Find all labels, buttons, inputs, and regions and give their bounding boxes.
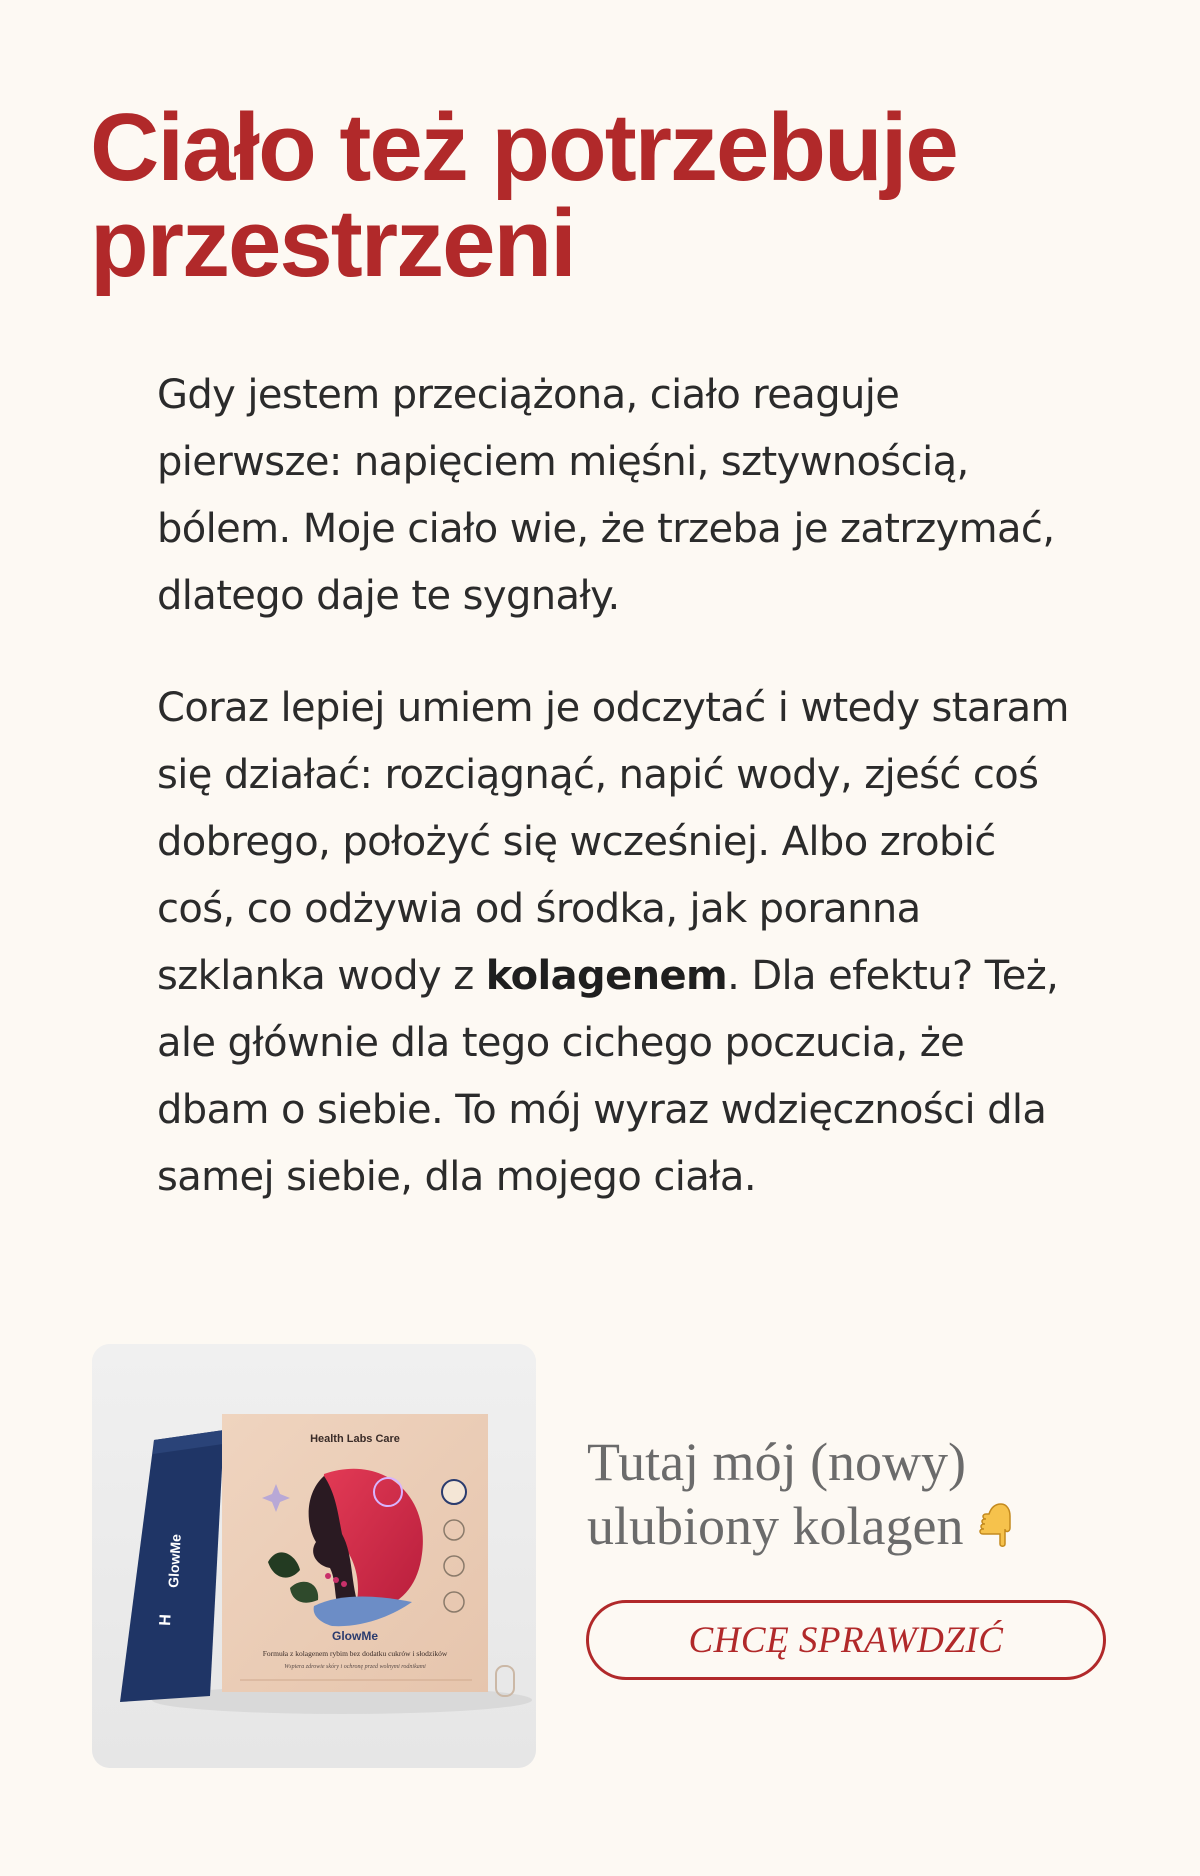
paragraph-2 (157, 675, 1077, 1211)
box-subtitle: Wspiera zdrowie skóry i ochronę przed wolnymi rodnikami (284, 1664, 426, 1670)
box-description: Formuła z kolagenem rybim bez dodatku cukrów i słodzików (262, 1649, 448, 1658)
check-product-button[interactable]: CHCĘ SPRAWDZIĆ (586, 1600, 1106, 1680)
page-title: Ciało też potrzebuje przestrzeni (90, 94, 957, 297)
sachet-logo: H (157, 1613, 175, 1627)
box-product-name: GlowMe (331, 1629, 379, 1643)
product-image[interactable] (92, 1344, 536, 1768)
box-brand: Health Labs Care (310, 1433, 400, 1445)
paragraph-2-text-end: . Dla efektu? Też, ale głównie dla tego cichego poczucia, że dbam o siebie. To mój wyraz wdzięczności dla samej siebie, dla mojego ciała. (157, 953, 1059, 1200)
paragraph-1: Gdy jestem przeciążona, ciało reaguje pierwsze: napięciem mięśni, sztywnością, bólem. Moje ciało wie, że trzeba je zatrzymać, dlatego daje te sygnały. (157, 372, 1055, 619)
favorite-collagen-text: Tutaj mój (nowy) ulubiony kolagen (587, 1432, 967, 1556)
pointing-down-hand-icon (975, 1498, 1013, 1562)
favorite-collagen-note (587, 1430, 1107, 1562)
paragraph-2-bold-keyword: kolagenem (485, 953, 728, 999)
sachet-label: GlowMe (165, 1533, 184, 1589)
paragraph-2-text-start: Coraz lepiej umiem je odczytać i wtedy staram się działać: rozciągnąć, napić wody, zjeść coś dobrego, położyć się wcześniej. Albo zrobić coś, co odżywia od środka, jak poranna szklanka wody z (157, 685, 1069, 999)
product-box (222, 1414, 488, 1692)
product-photo (92, 1344, 536, 1768)
